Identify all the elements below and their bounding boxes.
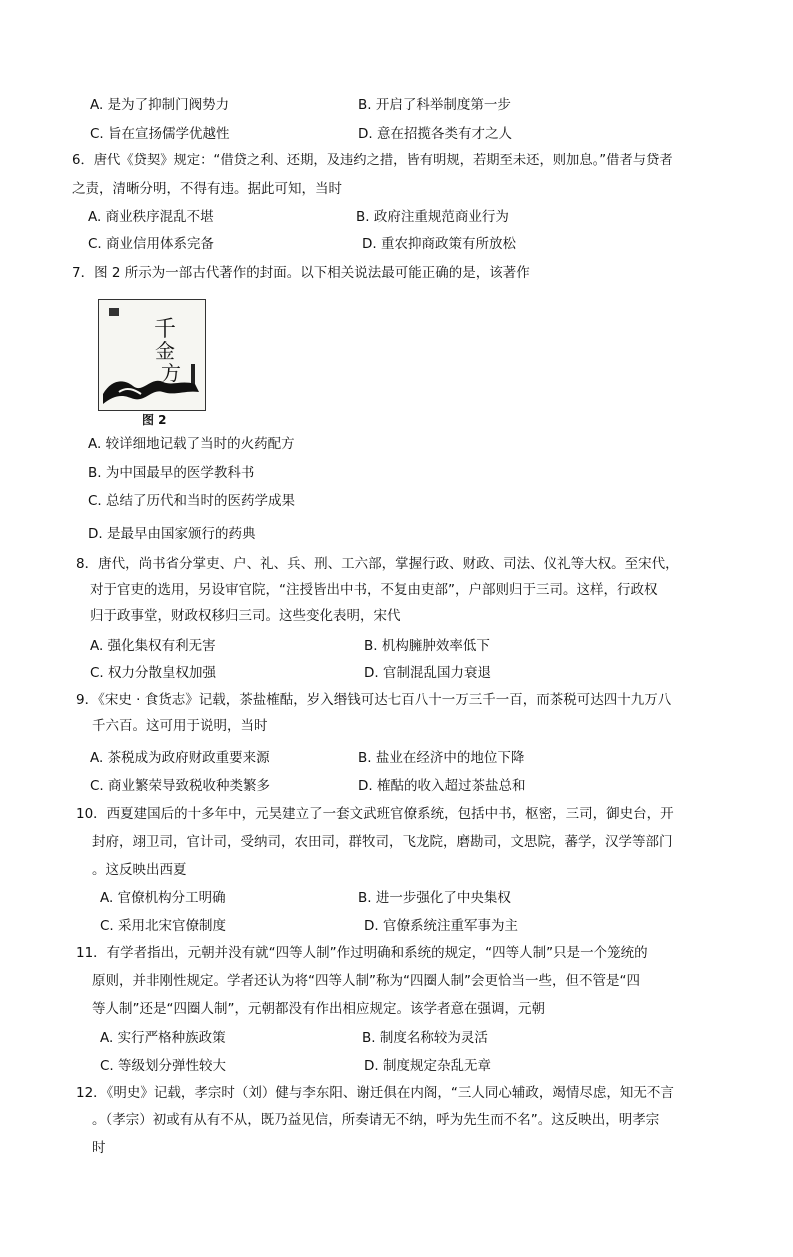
q9-option-c: C. 商业繁荣导致税收种类繁多 <box>90 778 271 794</box>
q11-option-c: C. 等级划分弹性较大 <box>100 1058 227 1074</box>
q9-option-a: A. 茶税成为政府财政重要来源 <box>90 750 270 766</box>
q12-stem-line-2: 。（孝宗）初或有从有不从，既乃益见信，所奏请无不纳，呼为先生而不名”。这反映出，明孝宗 <box>92 1112 660 1128</box>
q7-option-a: A. 较详细地记载了当时的火药配方 <box>88 436 295 452</box>
q8-stem-line-1: 8．唐代，尚书省分掌吏、户、礼、兵、刑、工六部，掌握行政、财政、司法、仪礼等大权。至宋代， <box>76 556 679 572</box>
figure-caption: 图 2 <box>142 413 167 427</box>
q10-stem-line-2: 封府，翊卫司，官计司，受纳司，农田司，群牧司，飞龙院，磨勘司，文思院，蕃学，汉学等部门 <box>92 834 673 850</box>
q11-stem-line-3: 等人制”还是“四圈人制”，元朝都没有作出相应规定。该学者意在强调，元朝 <box>92 1001 545 1017</box>
q10-option-c: C. 采用北宋官僚制度 <box>100 918 227 934</box>
q8-stem-line-2: 对于官吏的选用，另设审官院，“注授皆出中书，不复由吏部”，户部则归于三司。这样，行政权 <box>90 582 658 598</box>
q6-stem-line-1: 6．唐代《贷契》规定：“借贷之利、还期，及违约之措，皆有明规，若期至未还，则加息。”借者与贷者 <box>72 153 673 168</box>
q11-stem-line-2: 原则，并非刚性规定。学者还认为将“四等人制”称为“四圈人制”会更恰当一些，但不管是“四 <box>92 973 640 989</box>
q8-option-a: A. 强化集权有利无害 <box>90 638 216 654</box>
q7-option-b: B. 为中国最早的医学教科书 <box>88 465 255 481</box>
q10-stem-line-3: 。这反映出西夏 <box>92 862 187 878</box>
q6-option-c: C. 商业信用体系完备 <box>88 236 215 252</box>
q10-option-b: B. 进一步强化了中央集权 <box>358 890 511 906</box>
book-cover-illustration <box>99 300 205 410</box>
q12-stem-line-1: 12．《明史》记载，孝宗时（刘）健与李东阳、谢迁俱在内阁，“三人同心辅政，竭情尽虑，知无不言 <box>76 1085 674 1101</box>
q6-stem-line-2: 之责，清晰分明，不得有违。据此可知，当时 <box>72 181 342 197</box>
q5-option-d: D. 意在招揽各类有才之人 <box>358 126 512 142</box>
q12-stem-line-3: 时 <box>92 1140 106 1156</box>
q11-option-a: A. 实行严格种族政策 <box>100 1030 226 1046</box>
q6-option-a: A. 商业秩序混乱不堪 <box>88 209 214 225</box>
q9-option-b: B. 盐业在经济中的地位下降 <box>358 750 525 766</box>
q9-stem-line-1: 9．《宋史 · 食货志》记载，茶盐榷酤，岁入缗钱可达七百八十一万三千一百，而茶税可达四十九万八 <box>76 692 672 708</box>
q8-option-c: C. 权力分散皇权加强 <box>90 665 217 681</box>
book-cover-figure <box>98 299 206 411</box>
svg-text:千: 千 <box>153 317 177 342</box>
q5-option-c: C. 旨在宣扬儒学优越性 <box>90 126 230 142</box>
q8-option-b: B. 机构臃肿效率低下 <box>364 638 490 654</box>
q9-stem-line-2: 千六百。这可用于说明，当时 <box>92 718 268 734</box>
q7-option-c: C. 总结了历代和当时的医药学成果 <box>88 493 296 509</box>
q7-option-d: D. 是最早由国家颁行的药典 <box>88 526 256 542</box>
q10-stem-line-1: 10．西夏建国后的十多年中，元昊建立了一套文武班官僚系统，包括中书，枢密，三司，御史台，开 <box>76 806 674 822</box>
q7-stem: 7．图 2 所示为一部古代著作的封面。以下相关说法最可能正确的是，该著作 <box>72 265 530 281</box>
q11-stem-line-1: 11．有学者指出，元朝并没有就“四等人制”作过明确和系统的规定，“四等人制”只是一个笼统的 <box>76 945 648 961</box>
q8-stem-line-3: 归于政事堂，财政权移归三司。这些变化表明，宋代 <box>90 608 401 624</box>
q10-option-a: A. 官僚机构分工明确 <box>100 890 226 906</box>
q6-option-b: B. 政府注重规范商业行为 <box>356 209 509 225</box>
q10-option-d: D. 官僚系统注重军事为主 <box>364 918 518 934</box>
q11-option-d: D. 制度规定杂乱无章 <box>364 1058 491 1074</box>
svg-text:方: 方 <box>161 361 181 385</box>
q6-option-d: D. 重农抑商政策有所放松 <box>362 236 516 252</box>
q8-option-d: D. 官制混乱国力衰退 <box>364 665 491 681</box>
q9-option-d: D. 榷酤的收入超过茶盐总和 <box>358 778 526 794</box>
q5-option-b: B. 开启了科举制度第一步 <box>358 97 511 113</box>
svg-text:金: 金 <box>155 339 175 363</box>
q11-option-b: B. 制度名称较为灵活 <box>362 1030 488 1046</box>
q5-option-a: A. 是为了抑制门阀势力 <box>90 97 230 113</box>
